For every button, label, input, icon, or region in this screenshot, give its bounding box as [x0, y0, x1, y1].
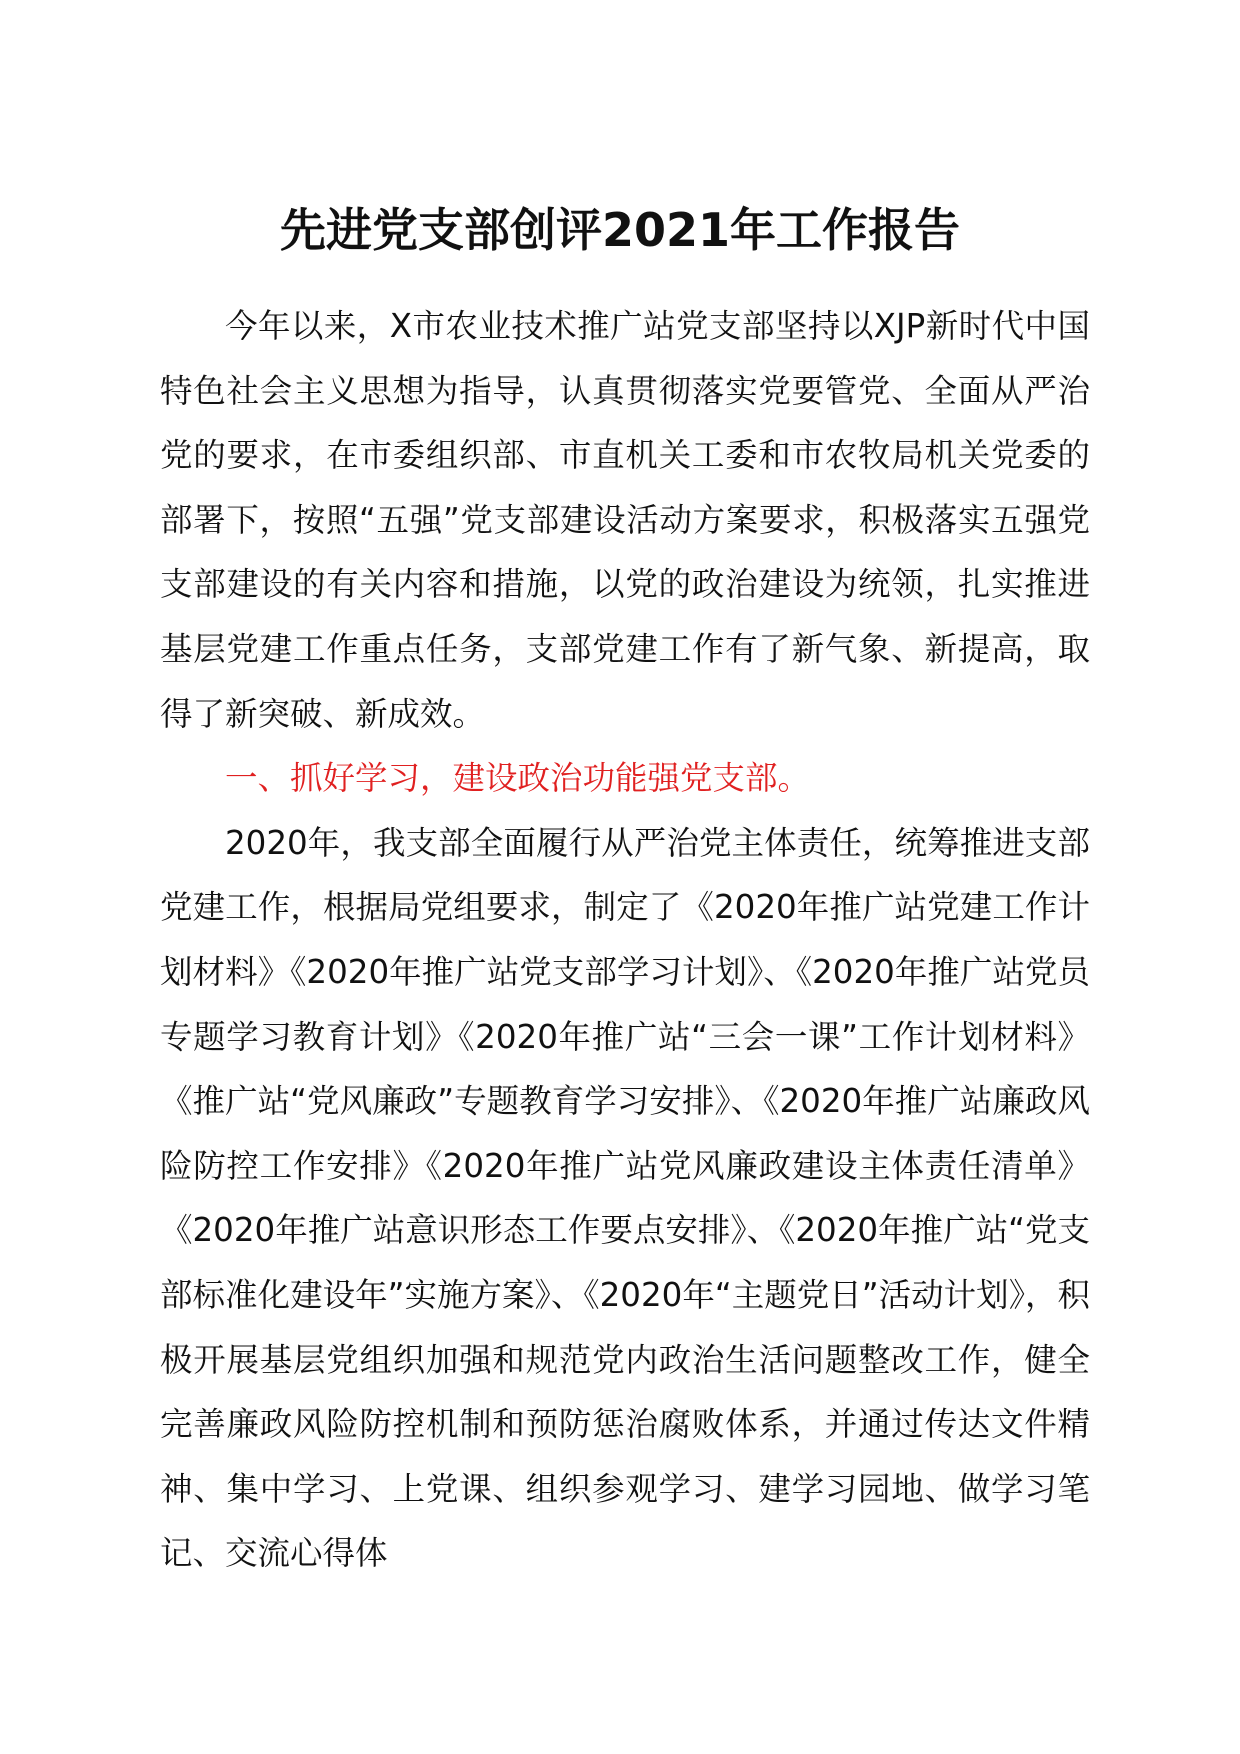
document-title: 先进党支部创评2021年工作报告	[279, 203, 961, 257]
document-body	[160, 294, 1090, 1586]
section-heading-1: 一、抓好学习，建设政治功能强党支部。	[225, 759, 811, 798]
section-1-paragraph: 2020年，我支部全面履行从严治党主体责任，统筹推进支部党建工作，根据局党组要求，制定了《2020年推广站党建工作计划材料》《2020年推广站党支部学习计划》、《2020年推广站党员专题学习教育计划》《2020年推广站“三会一课”工作计划材料》《推广站“党风廉政”专题教育学习安排》、《2020年推广站廉政风险防控工作安排》《2020年推广站党风廉政建设主体责任清单》《2020年推广站意识形态工作要点安排》、《2020年推广站“党支部标准化建设年”实施方案》、《2020年“主题党日”活动计划》，积极开展基层党组织加强和规范党内政治生活问题整改工作，健全完善廉政风险防控机制和预防惩治腐败体系，并通过传达文件精神、集中学习、上党课、组织参观学习、建学习园地、做学习笔记、交流心得体	[160, 823, 1090, 1573]
intro-paragraph: 今年以来，X市农业技术推广站党支部坚持以XJP新时代中国特色社会主义思想为指导，认真贯彻落实党要管党、全面从严治党的要求，在市委组织部、市直机关工委和市农牧局机关党委的部署下，按照“五强”党支部建设活动方案要求，积极落实五强党支部建设的有关内容和措施，以党的政治建设为统领，扎实推进基层党建工作重点任务，支部党建工作有了新气象、新提高，取得了新突破、新成效。	[160, 307, 1090, 733]
